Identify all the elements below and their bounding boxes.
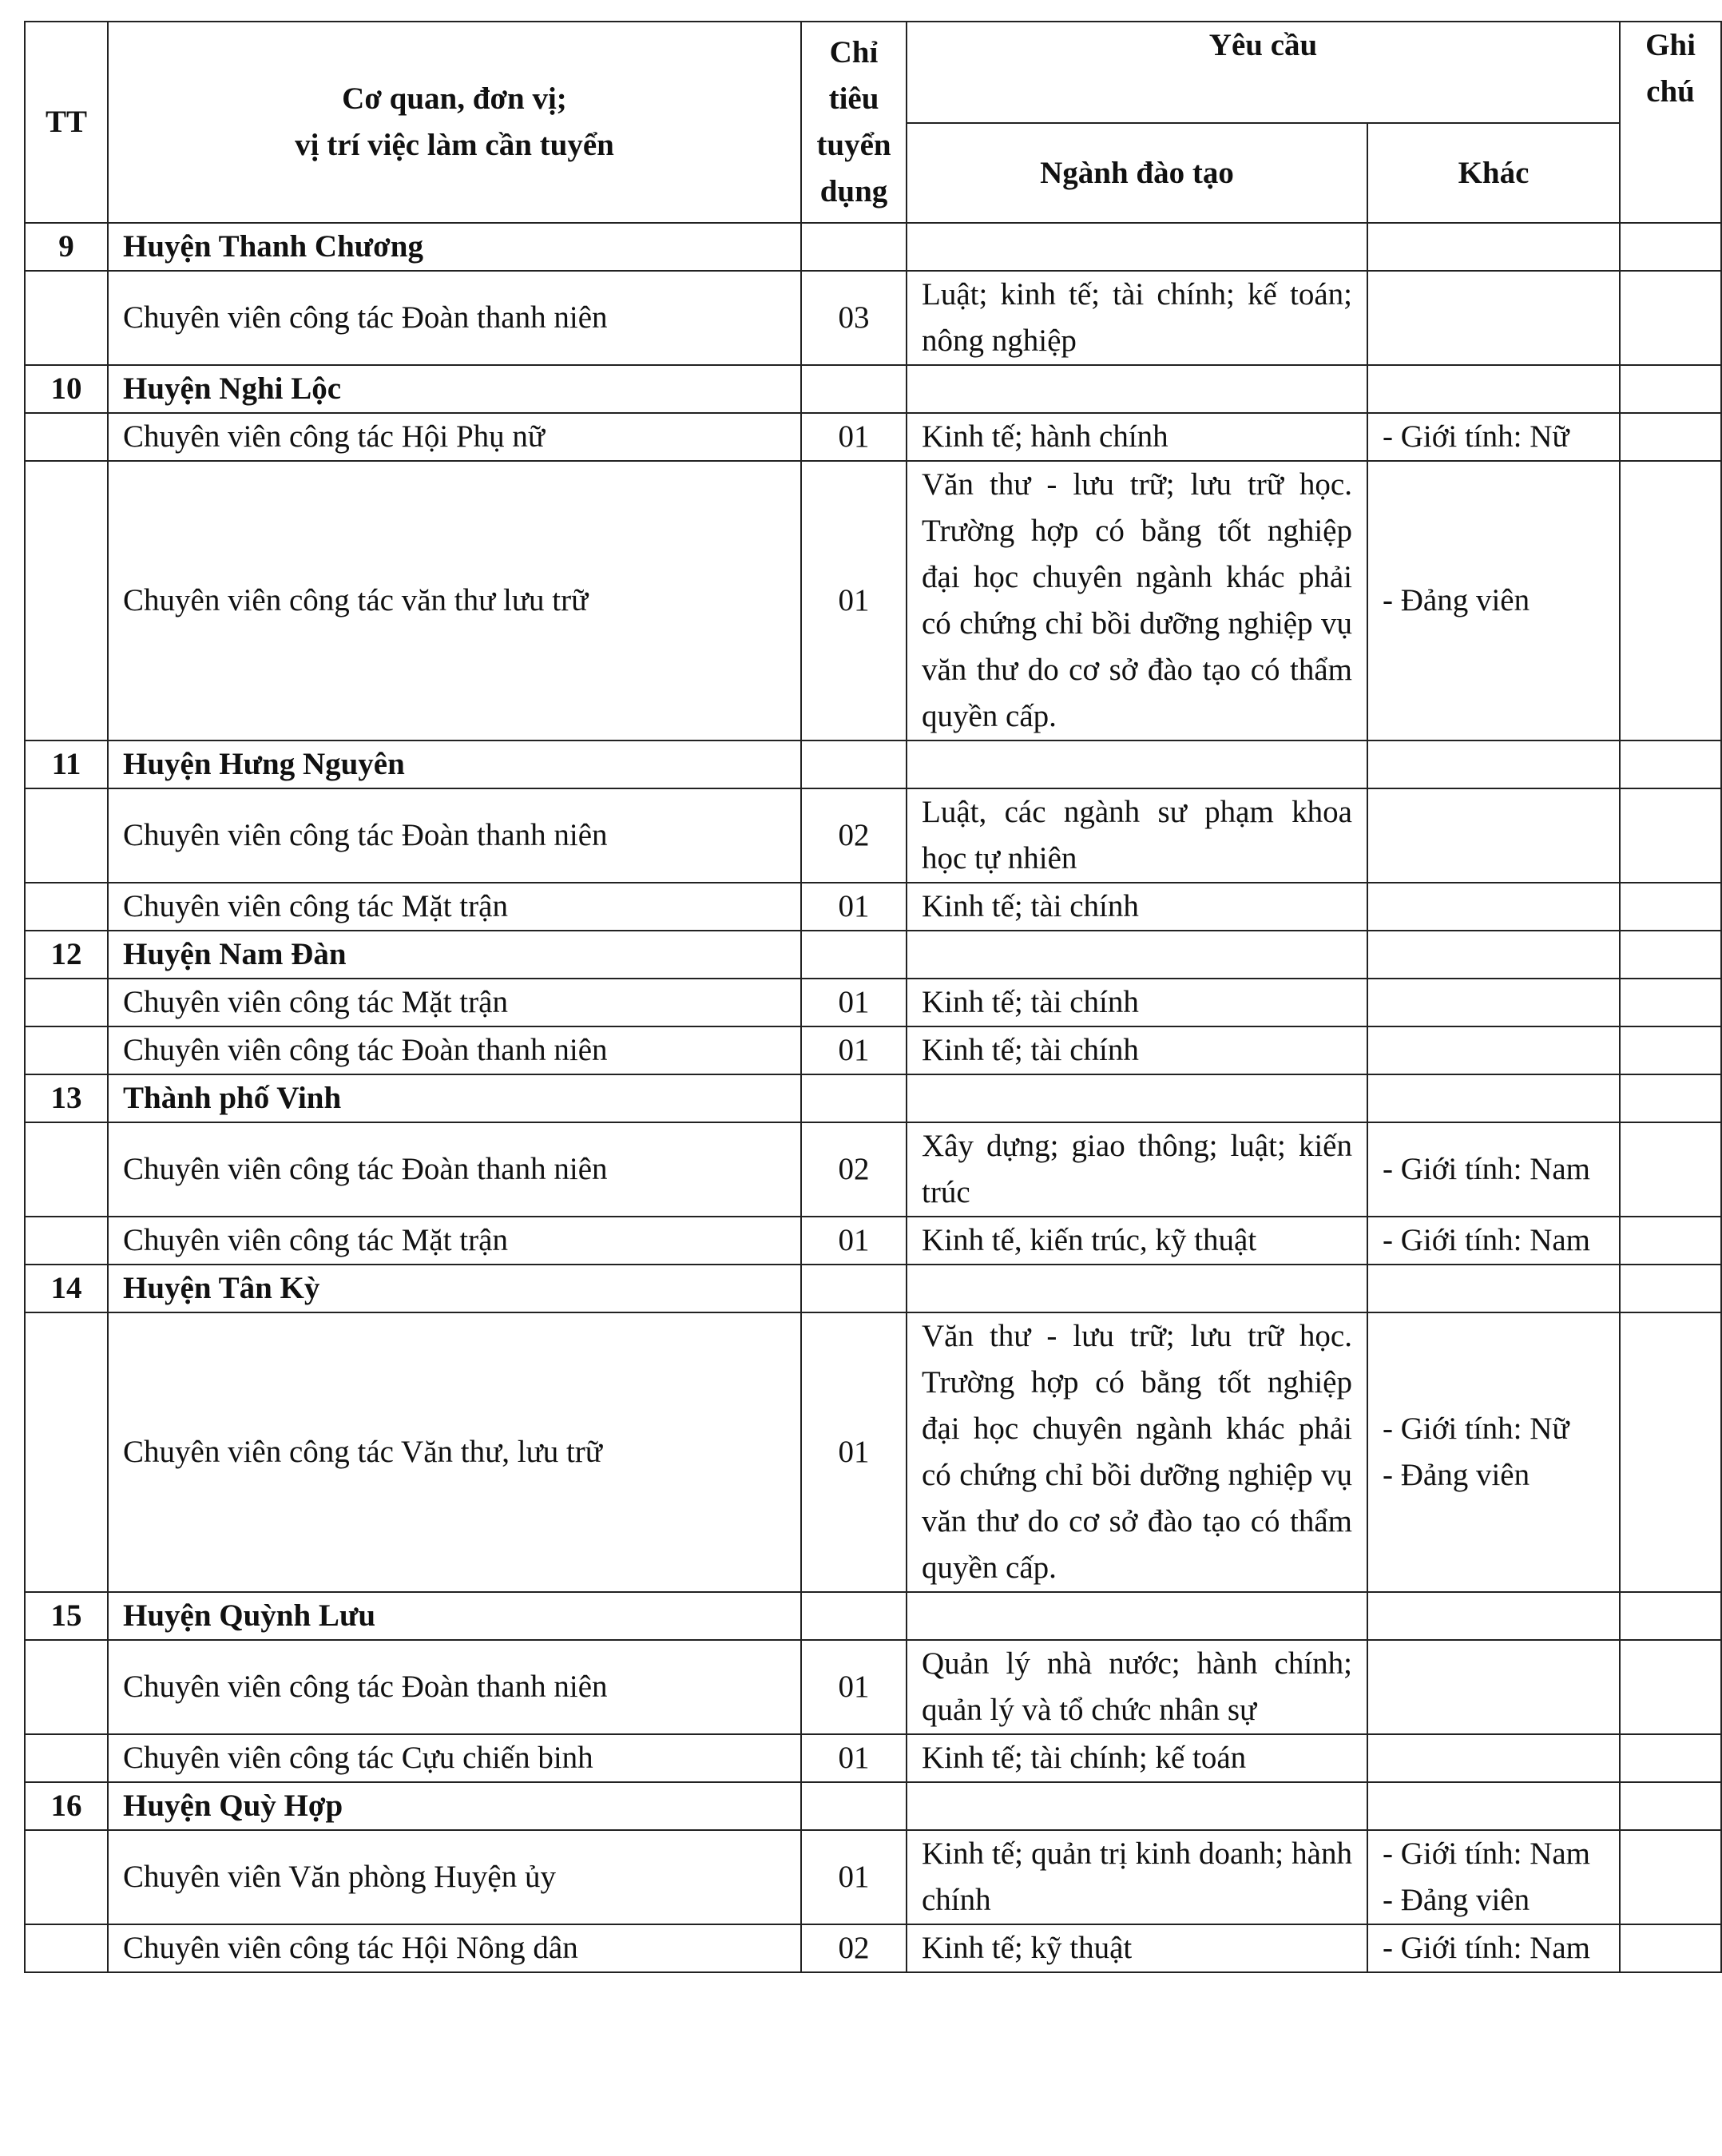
header-unit-line2: vị trí việc làm cần tuyển [295,128,614,162]
major-cell: Xây dựng; giao thông; luật; kiến trúc [907,1122,1367,1217]
quota-cell: 01 [801,413,907,461]
empty-cell [801,1265,907,1312]
empty-cell [1367,1074,1620,1122]
table-row [25,883,1721,931]
table-row [25,1830,1721,1924]
header-quota-line: tiêu [828,81,879,116]
group-number: 15 [25,1592,108,1640]
group-number: 12 [25,931,108,979]
quota-cell: 01 [801,979,907,1026]
empty-cell [907,1265,1367,1312]
group-row [25,931,1721,979]
major-cell: Luật; kinh tế; tài chính; kế toán; nông nghiệp [907,271,1367,365]
group-row [25,1592,1721,1640]
major-cell: Kinh tế; kỹ thuật [907,1924,1367,1972]
table-row [25,1217,1721,1265]
note-cell [1620,271,1721,365]
other-item: - Đảng viên [1383,1458,1530,1492]
empty-cell [907,1074,1367,1122]
group-row [25,365,1721,413]
empty-cell [801,1592,907,1640]
empty-cell [25,461,108,741]
quota-cell: 01 [801,1217,907,1265]
empty-cell [907,365,1367,413]
header-tt: TT [25,22,108,223]
empty-cell [801,931,907,979]
quota-cell: 01 [801,1640,907,1734]
other-item: - Giới tính: Nữ [1383,419,1569,454]
empty-cell [1367,1265,1620,1312]
empty-cell [907,1592,1367,1640]
empty-cell [25,1830,108,1924]
major-cell: Quản lý nhà nước; hành chính; quản lý và tổ chức nhân sự [907,1640,1367,1734]
quota-cell: 01 [801,883,907,931]
empty-cell [801,223,907,271]
empty-cell [907,741,1367,788]
recruitment-table [24,21,1722,1973]
other-cell [1367,1122,1620,1217]
other-item: - Đảng viên [1383,1883,1530,1917]
position-cell: Chuyên viên công tác Đoàn thanh niên [108,1640,801,1734]
other-cell [1367,788,1620,883]
major-cell: Kinh tế; tài chính [907,883,1367,931]
other-cell [1367,1640,1620,1734]
empty-cell [25,1924,108,1972]
empty-cell [25,413,108,461]
empty-cell [1620,931,1721,979]
other-cell [1367,1924,1620,1972]
note-cell [1620,1217,1721,1265]
empty-cell [1367,741,1620,788]
table-row [25,1122,1721,1217]
major-cell: Kinh tế; hành chính [907,413,1367,461]
header-note [1620,22,1721,223]
other-cell [1367,1734,1620,1782]
other-cell [1367,1026,1620,1074]
other-item: - Giới tính: Nam [1383,1152,1591,1186]
empty-cell [1367,223,1620,271]
major-cell: Kinh tế; quản trị kinh doanh; hành chính [907,1830,1367,1924]
empty-cell [1367,1592,1620,1640]
table-row [25,271,1721,365]
group-name: Thành phố Vinh [108,1074,801,1122]
header-requirements: Yêu cầu [907,22,1620,123]
group-number: 13 [25,1074,108,1122]
other-cell [1367,461,1620,741]
note-cell [1620,788,1721,883]
other-item: - Giới tính: Nam [1383,1836,1591,1871]
empty-cell [1367,1782,1620,1830]
note-cell [1620,883,1721,931]
empty-cell [907,931,1367,979]
group-row [25,1074,1721,1122]
note-cell [1620,1122,1721,1217]
quota-cell: 02 [801,1122,907,1217]
header-quota [801,22,907,223]
header-unit-line1: Cơ quan, đơn vị; [342,81,567,116]
group-row [25,1265,1721,1312]
empty-cell [1620,1782,1721,1830]
quota-cell: 01 [801,1026,907,1074]
empty-cell [25,1026,108,1074]
empty-cell [25,1640,108,1734]
note-cell [1620,1312,1721,1592]
position-cell: Chuyên viên công tác Mặt trận [108,883,801,931]
table-row [25,788,1721,883]
position-cell: Chuyên viên công tác Đoàn thanh niên [108,1122,801,1217]
other-item: - Giới tính: Nam [1383,1931,1591,1965]
group-name: Huyện Nam Đàn [108,931,801,979]
empty-cell [907,1782,1367,1830]
empty-cell [1620,223,1721,271]
major-cell: Kinh tế; tài chính [907,1026,1367,1074]
other-cell [1367,883,1620,931]
other-cell [1367,1217,1620,1265]
position-cell: Chuyên viên công tác Mặt trận [108,979,801,1026]
note-cell [1620,1026,1721,1074]
quota-cell: 02 [801,1924,907,1972]
position-cell: Chuyên viên công tác Đoàn thanh niên [108,271,801,365]
group-number: 11 [25,741,108,788]
group-name: Huyện Nghi Lộc [108,365,801,413]
group-number: 10 [25,365,108,413]
header-unit [108,22,801,223]
other-item: - Giới tính: Nữ [1383,1412,1569,1446]
other-cell [1367,271,1620,365]
quota-cell: 01 [801,461,907,741]
position-cell: Chuyên viên công tác Đoàn thanh niên [108,1026,801,1074]
header-major: Ngành đào tạo [907,123,1367,223]
empty-cell [1367,365,1620,413]
quota-cell: 01 [801,1830,907,1924]
major-cell: Văn thư - lưu trữ; lưu trữ học. Trường hợp có bằng tốt nghiệp đại học chuyên ngành khác phải có chứng chỉ bồi dưỡng nghiệp vụ văn thư do cơ sở đào tạo có thẩm quyền cấp. [907,461,1367,741]
quota-cell: 01 [801,1734,907,1782]
empty-cell [1620,1592,1721,1640]
other-cell [1367,979,1620,1026]
note-cell [1620,1924,1721,1972]
header-note-line: Ghi [1645,28,1696,62]
table-row [25,1924,1721,1972]
position-cell: Chuyên viên công tác Hội Phụ nữ [108,413,801,461]
empty-cell [801,741,907,788]
major-cell: Văn thư - lưu trữ; lưu trữ học. Trường hợp có bằng tốt nghiệp đại học chuyên ngành khác phải có chứng chỉ bồi dưỡng nghiệp vụ văn thư do cơ sở đào tạo có thẩm quyền cấp. [907,1312,1367,1592]
empty-cell [25,1217,108,1265]
table-body [25,223,1721,1972]
group-name: Huyện Thanh Chương [108,223,801,271]
group-number: 16 [25,1782,108,1830]
table-row [25,1312,1721,1592]
group-name: Huyện Hưng Nguyên [108,741,801,788]
quota-cell: 03 [801,271,907,365]
position-cell: Chuyên viên công tác Mặt trận [108,1217,801,1265]
empty-cell [801,365,907,413]
header-note-line: chú [1646,74,1695,109]
note-cell [1620,413,1721,461]
empty-cell [25,1312,108,1592]
note-cell [1620,1830,1721,1924]
empty-cell [1620,741,1721,788]
group-row [25,741,1721,788]
table-row [25,979,1721,1026]
table-header [25,22,1721,223]
group-row [25,223,1721,271]
group-name: Huyện Tân Kỳ [108,1265,801,1312]
major-cell: Kinh tế, kiến trúc, kỹ thuật [907,1217,1367,1265]
note-cell [1620,1640,1721,1734]
empty-cell [25,788,108,883]
major-cell: Luật, các ngành sư phạm khoa học tự nhiên [907,788,1367,883]
other-item: - Đảng viên [1383,583,1530,617]
position-cell: Chuyên viên công tác Văn thư, lưu trữ [108,1312,801,1592]
group-number: 14 [25,1265,108,1312]
empty-cell [1620,365,1721,413]
group-row [25,1782,1721,1830]
quota-cell: 02 [801,788,907,883]
header-quota-line: Chỉ [829,35,879,69]
position-cell: Chuyên viên công tác Cựu chiến binh [108,1734,801,1782]
empty-cell [1620,1265,1721,1312]
empty-cell [25,1734,108,1782]
note-cell [1620,979,1721,1026]
group-name: Huyện Quỳ Hợp [108,1782,801,1830]
table-row [25,1734,1721,1782]
group-number: 9 [25,223,108,271]
position-cell: Chuyên viên công tác văn thư lưu trữ [108,461,801,741]
major-cell: Kinh tế; tài chính; kế toán [907,1734,1367,1782]
header-other: Khác [1367,123,1620,223]
position-cell: Chuyên viên Văn phòng Huyện ủy [108,1830,801,1924]
other-item: - Giới tính: Nam [1383,1223,1591,1257]
quota-cell: 01 [801,1312,907,1592]
header-quota-line: dụng [819,174,888,208]
empty-cell [1367,931,1620,979]
other-cell [1367,1312,1620,1592]
empty-cell [907,223,1367,271]
table-row [25,1026,1721,1074]
empty-cell [25,1122,108,1217]
position-cell: Chuyên viên công tác Đoàn thanh niên [108,788,801,883]
other-cell [1367,1830,1620,1924]
note-cell [1620,461,1721,741]
table-row [25,413,1721,461]
empty-cell [801,1782,907,1830]
major-cell: Kinh tế; tài chính [907,979,1367,1026]
empty-cell [801,1074,907,1122]
position-cell: Chuyên viên công tác Hội Nông dân [108,1924,801,1972]
empty-cell [25,979,108,1026]
other-cell [1367,413,1620,461]
empty-cell [25,271,108,365]
empty-cell [25,883,108,931]
table-row [25,461,1721,741]
table-row [25,1640,1721,1734]
empty-cell [1620,1074,1721,1122]
note-cell [1620,1734,1721,1782]
header-quota-line: tuyển [816,128,891,162]
group-name: Huyện Quỳnh Lưu [108,1592,801,1640]
